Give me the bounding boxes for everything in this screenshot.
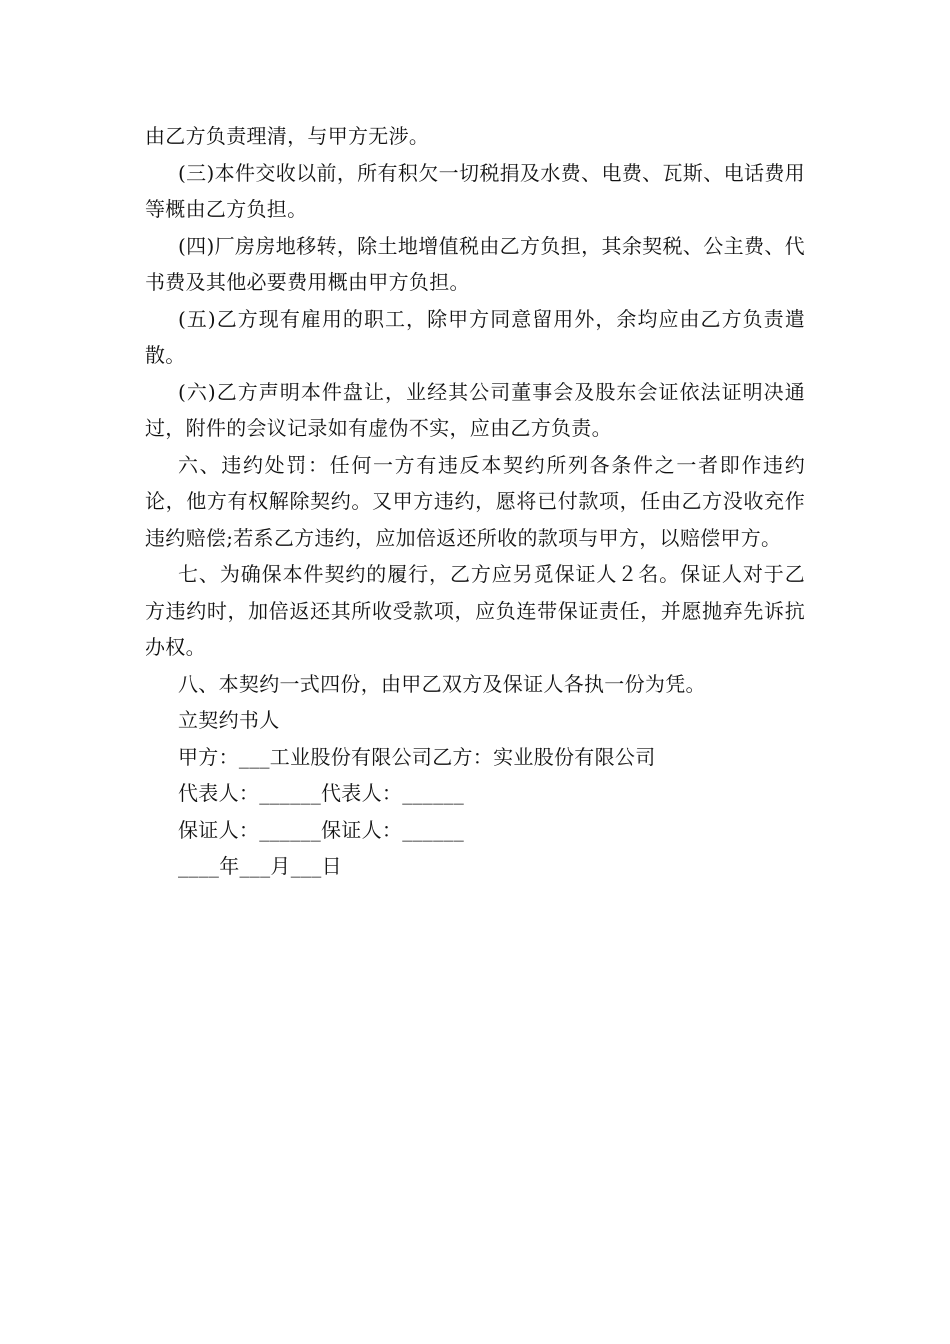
paragraph-clause-5: (五)乙方现有雇用的职工，除甲方同意留用外，余均应由乙方负责遣散。 [145,306,805,367]
signature-representatives: 代表人：______代表人：______ [178,781,464,805]
signature-date: ____年___月___日 [178,854,342,878]
signature-heading: 立契约书人 [178,708,280,732]
paragraph-copies: 八、本契约一式四份，由甲乙双方及保证人各执一份为凭。 [178,671,706,696]
paragraph-clause-6: (六)乙方声明本件盘让，业经其公司董事会及股东会证依法证明决通过，附件的会议记录如有虚伪不实，应由乙方负责。 [145,379,805,440]
paragraph-guarantors: 七、为确保本件契约的履行，乙方应另觅保证人２名。保证人对于乙方违约时，加倍返还其所收受款项，应负连带保证责任，并愿抛弃先诉抗办权。 [145,562,805,659]
signature-parties: 甲方：___工业股份有限公司乙方：实业股份有限公司 [178,744,656,769]
signature-guarantors: 保证人：______保证人：______ [178,817,464,842]
contract-body [145,118,805,885]
paragraph-continuation: 由乙方负责理清，与甲方无涉。 [145,124,430,148]
paragraph-breach-penalty: 六、违约处罚：任何一方有违反本契约所列各条件之一者即作违约论，他方有权解除契约。又甲方违约，愿将已付款项，任由乙方没收充作违约赔偿;若系乙方违约，应加倍返还所收的款项与甲方，以赔偿甲方。 [145,452,805,550]
paragraph-clause-4: (四)厂房房地移转，除土地增值税由乙方负担，其余契税、公主费、代书费及其他必要费用概由甲方负担。 [145,233,805,294]
paragraph-clause-3: (三)本件交收以前，所有积欠一切税捐及水费、电费、瓦斯、电话费用等概由乙方负担。 [145,160,805,221]
